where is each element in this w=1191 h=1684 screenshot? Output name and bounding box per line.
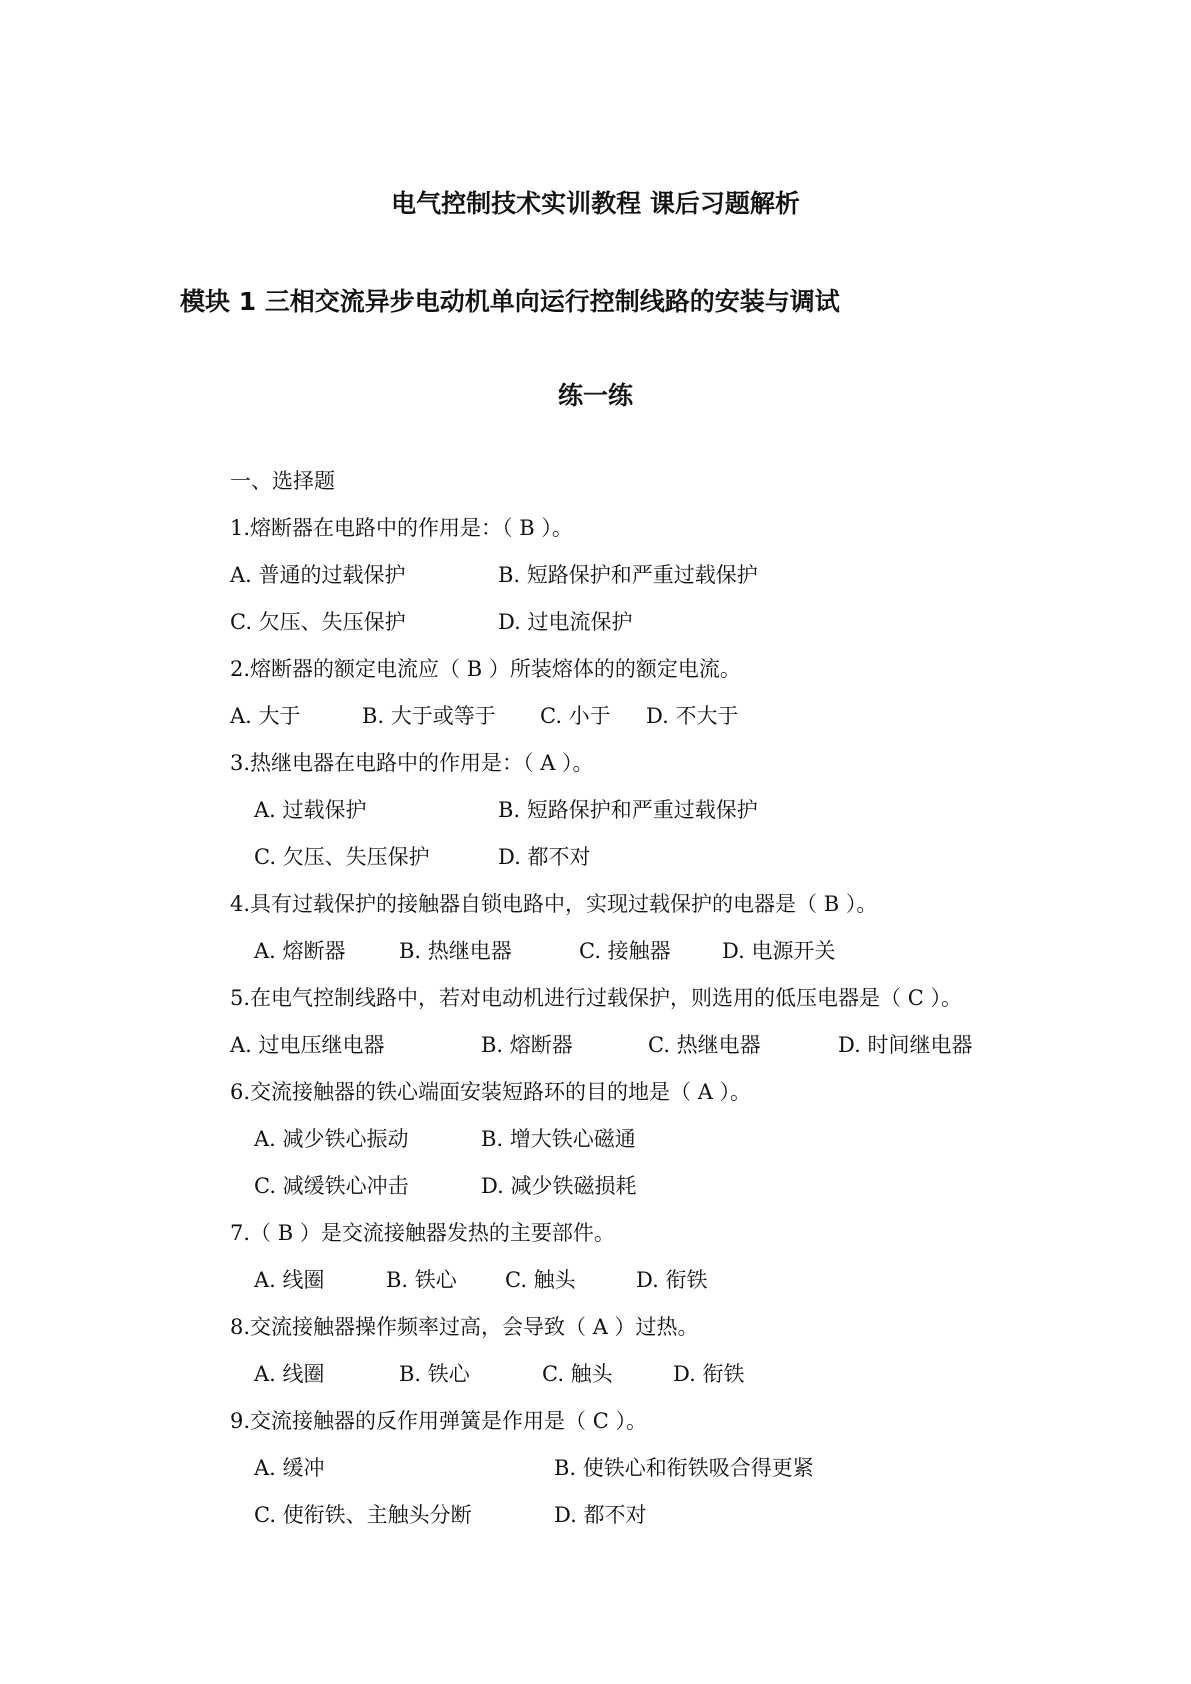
question-7: 7.（ B ）是交流接触器发热的主要部件。 bbox=[230, 1221, 615, 1245]
question-6: 6.交流接触器的铁心端面安装短路环的目的地是（ A ）。 bbox=[230, 1080, 752, 1104]
options-row bbox=[230, 1257, 1130, 1304]
option-d: D. 都不对 bbox=[498, 845, 591, 869]
question-1: 1.熔断器在电路中的作用是：（ B ）。 bbox=[230, 516, 573, 540]
option-c: C. 触头 bbox=[505, 1268, 576, 1292]
option-a: A. 过载保护 bbox=[254, 798, 367, 822]
options-row bbox=[230, 1022, 1130, 1069]
option-a: A. 大于 bbox=[230, 704, 301, 728]
option-d: D. 衔铁 bbox=[636, 1268, 708, 1292]
options-row bbox=[230, 693, 1130, 740]
options-row bbox=[230, 787, 1130, 834]
question-5: 5.在电气控制线路中，若对电动机进行过载保护，则选用的低压电器是（ C ）。 bbox=[230, 986, 962, 1010]
option-a: A. 线圈 bbox=[254, 1268, 325, 1292]
options-row bbox=[230, 1492, 1130, 1539]
options-row bbox=[230, 1445, 1130, 1492]
option-d: D. 减少铁磁损耗 bbox=[481, 1174, 637, 1198]
option-a: A. 熔断器 bbox=[254, 939, 346, 963]
option-c: C. 触头 bbox=[542, 1362, 613, 1386]
module-heading: 模块 1 三相交流异步电动机单向运行控制线路的安装与调试 bbox=[180, 287, 840, 316]
option-a: A. 普通的过载保护 bbox=[230, 563, 406, 587]
option-d: D. 过电流保护 bbox=[498, 610, 633, 634]
exercise-content bbox=[230, 458, 1130, 1539]
options-row bbox=[230, 552, 1130, 599]
option-b: B. 铁心 bbox=[386, 1268, 457, 1292]
options-row bbox=[230, 1163, 1130, 1210]
option-b: B. 热继电器 bbox=[399, 939, 512, 963]
question-8: 8.交流接触器操作频率过高，会导致（ A ）过热。 bbox=[230, 1315, 699, 1339]
option-b: B. 使铁心和衔铁吸合得更紧 bbox=[554, 1456, 814, 1480]
option-c: C. 欠压、失压保护 bbox=[254, 845, 430, 869]
options-row bbox=[230, 928, 1130, 975]
part-label: 一、选择题 bbox=[230, 469, 335, 493]
option-c: C. 欠压、失压保护 bbox=[230, 610, 406, 634]
option-d: D. 衔铁 bbox=[673, 1362, 745, 1386]
option-c: C. 使衔铁、主触头分断 bbox=[254, 1503, 472, 1527]
options-row bbox=[230, 1351, 1130, 1398]
option-b: B. 短路保护和严重过载保护 bbox=[498, 798, 758, 822]
option-d: D. 时间继电器 bbox=[838, 1033, 973, 1057]
option-b: B. 短路保护和严重过载保护 bbox=[498, 563, 758, 587]
options-row bbox=[230, 1116, 1130, 1163]
option-d: D. 都不对 bbox=[554, 1503, 647, 1527]
option-c: C. 小于 bbox=[540, 704, 611, 728]
option-b: B. 熔断器 bbox=[481, 1033, 573, 1057]
option-a: A. 线圈 bbox=[254, 1362, 325, 1386]
question-9: 9.交流接触器的反作用弹簧是作用是（ C ）。 bbox=[230, 1409, 647, 1433]
question-3: 3.热继电器在电路中的作用是：（ A ）。 bbox=[230, 751, 594, 775]
option-a: A. 缓冲 bbox=[254, 1456, 325, 1480]
option-b: B. 大于或等于 bbox=[362, 704, 496, 728]
page-title: 电气控制技术实训教程 课后习题解析 bbox=[391, 189, 800, 218]
option-a: A. 减少铁心振动 bbox=[254, 1127, 409, 1151]
option-c: C. 接触器 bbox=[579, 939, 671, 963]
question-2: 2.熔断器的额定电流应（ B ）所装熔体的的额定电流。 bbox=[230, 657, 741, 681]
options-row bbox=[230, 834, 1130, 881]
options-row bbox=[230, 599, 1130, 646]
option-d: D. 电源开关 bbox=[722, 939, 836, 963]
option-a: A. 过电压继电器 bbox=[230, 1033, 385, 1057]
option-d: D. 不大于 bbox=[646, 704, 739, 728]
option-b: B. 铁心 bbox=[399, 1362, 470, 1386]
option-c: C. 减缓铁心冲击 bbox=[254, 1174, 409, 1198]
question-4: 4.具有过载保护的接触器自锁电路中，实现过载保护的电器是（ B ）。 bbox=[230, 892, 878, 916]
option-b: B. 增大铁心磁通 bbox=[481, 1127, 636, 1151]
option-c: C. 热继电器 bbox=[648, 1033, 761, 1057]
section-heading: 练一练 bbox=[557, 381, 633, 410]
